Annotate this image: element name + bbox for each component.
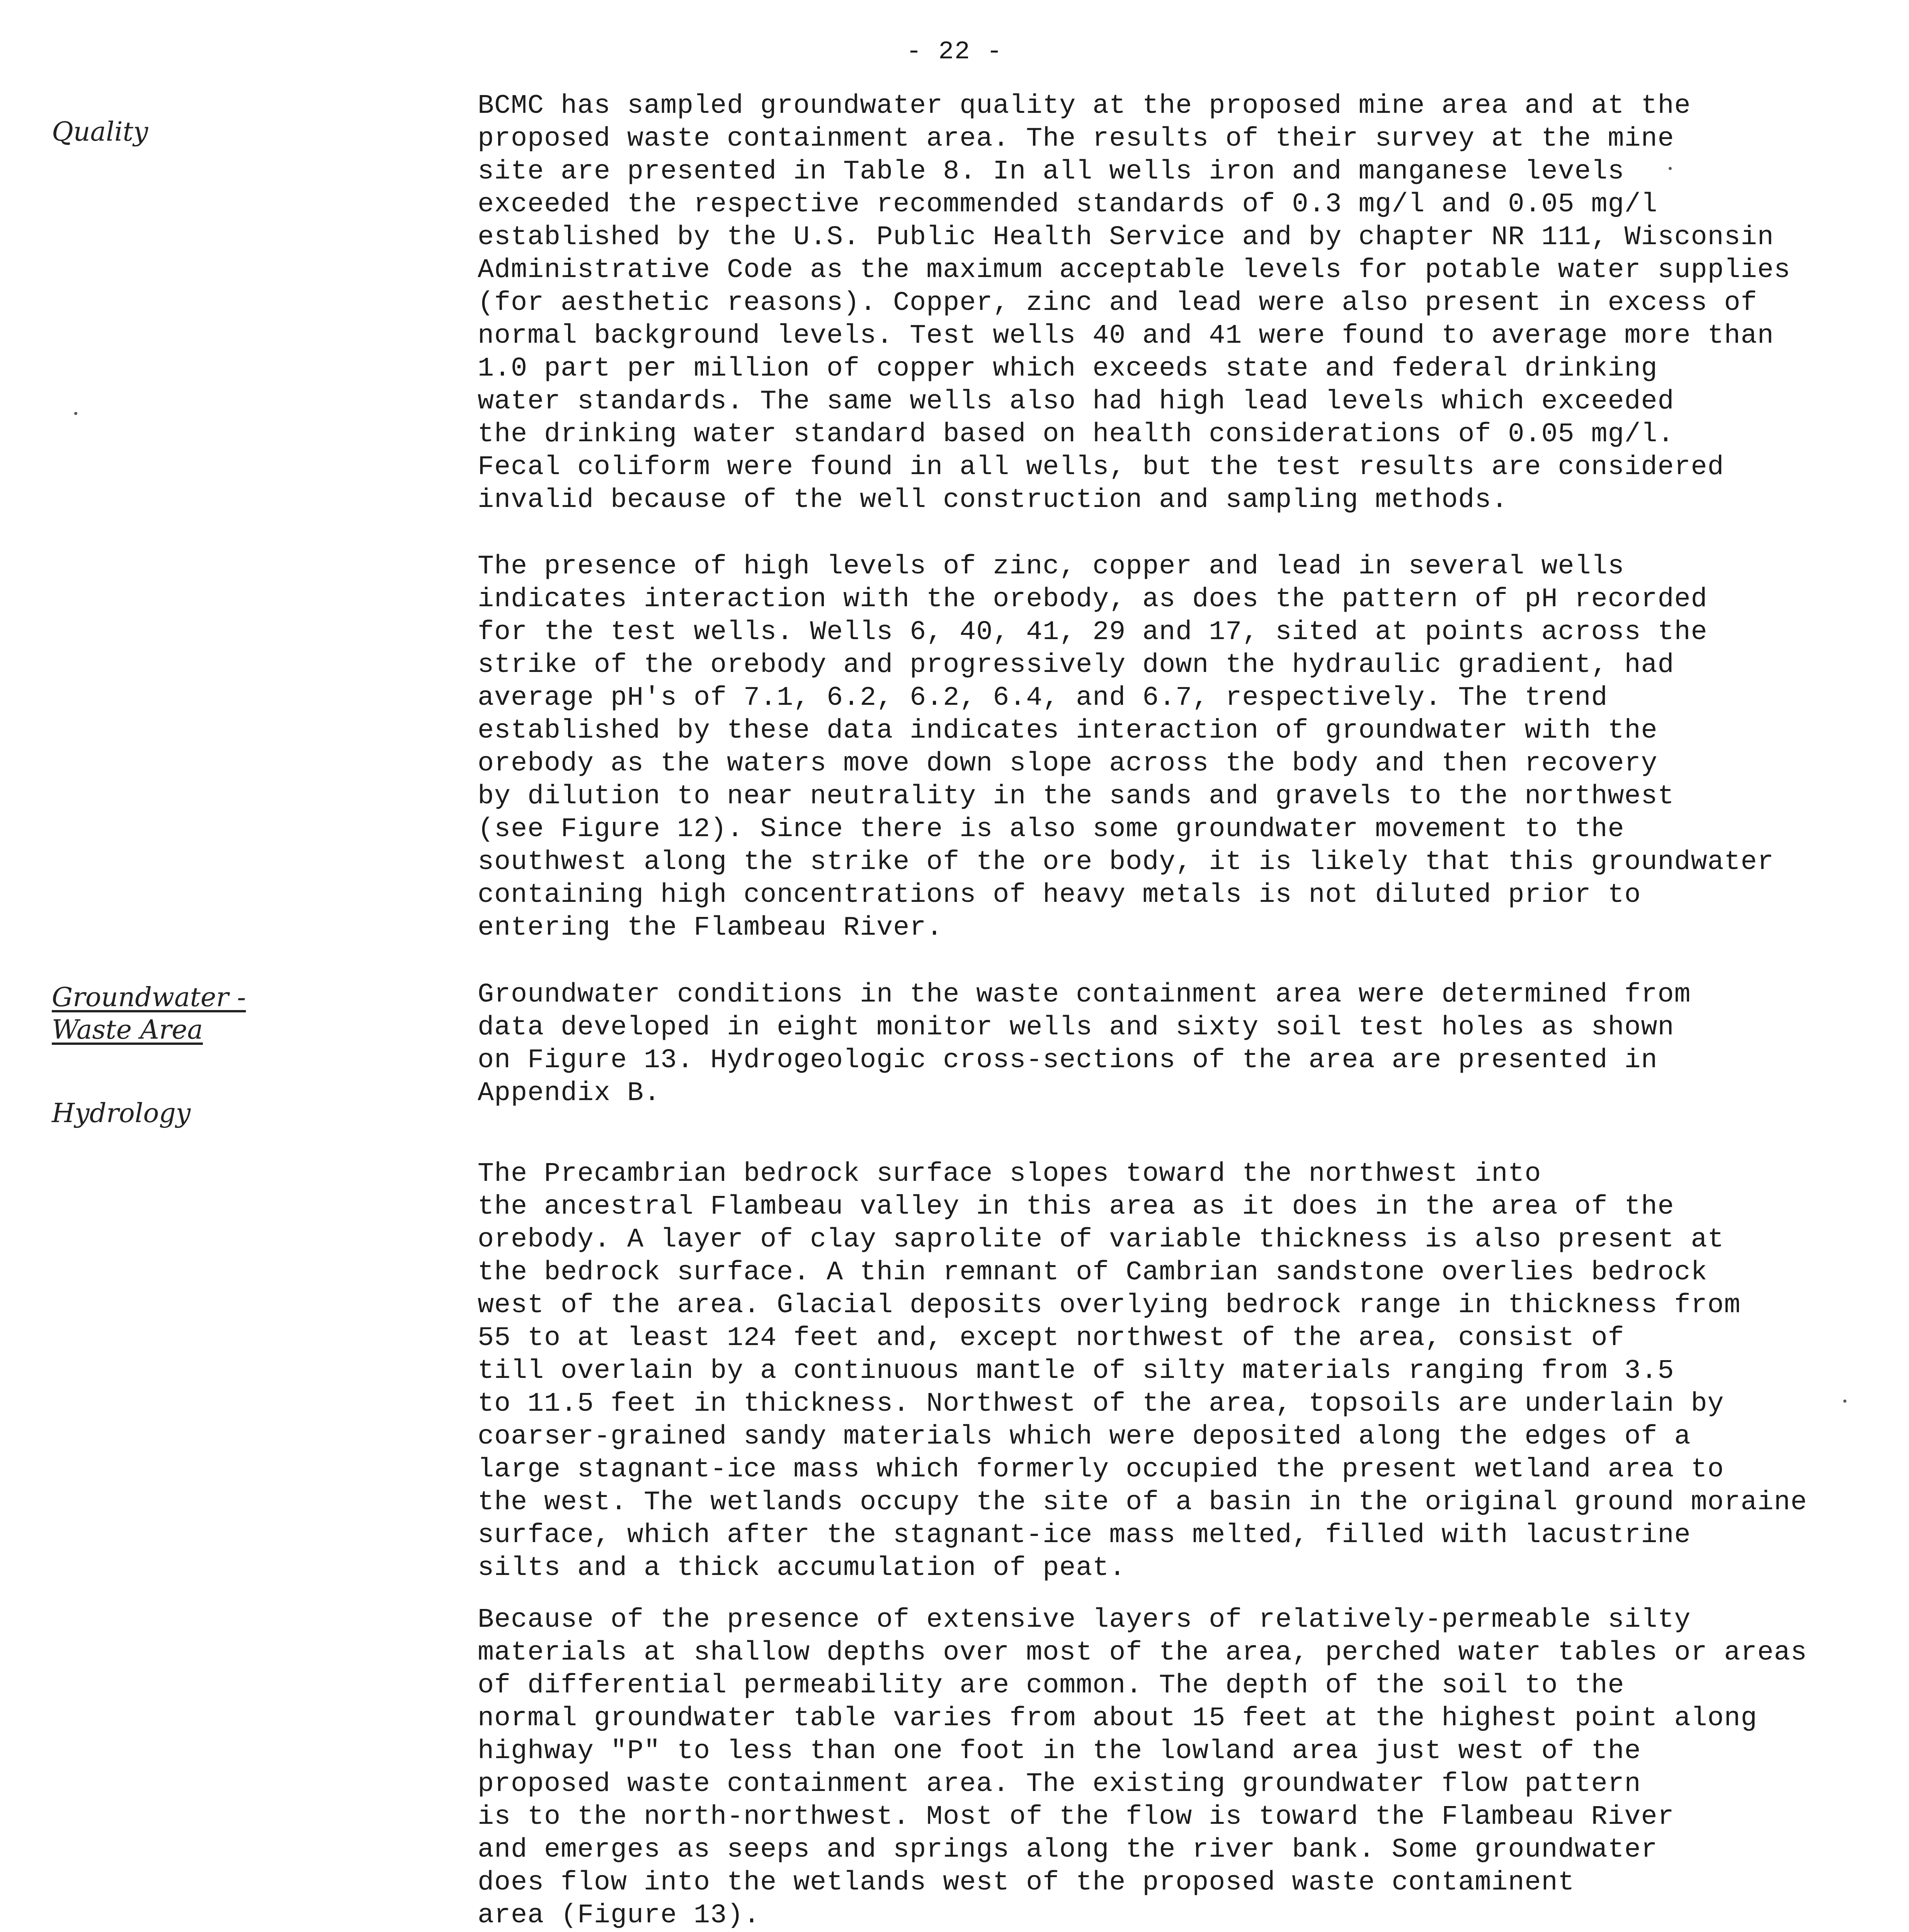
margin-note-groundwater-line2: Waste Area bbox=[52, 1015, 203, 1045]
page-number: - 22 - bbox=[906, 37, 1003, 66]
margin-note-hydrology: Hydrology bbox=[52, 1098, 191, 1129]
paragraph-heavy-metals-interaction: The presence of high levels of zinc, copper and lead in several wells indicates interaction with the orebody, as does the pattern of pH recorded for the test wells. Wells 6, 40, 41, 29 and 17, sited at points across the strike of the orebody and progressively down the hydraulic gradient, had average pH's of 7.1, 6.2, 6.2, 6.4, and 6.7, respectively. The trend established by these data indicates interaction of groundwater with the orebody as the waters move down slope across the body and then recovery by dilution to near neutrality in the sands and gravels to the northwest (see Figure 12). Since there is also some groundwater movement to the southwest along the strike of the ore body, it is likely that this groundwater containing high concentrations of heavy metals is not diluted prior to entering the Flambeau River. bbox=[478, 551, 1774, 943]
paragraph-groundwater-table: Because of the presence of extensive layers of relatively-permeable silty materials at shallow depths over most of the area, perched water tables or areas of differential permeability are common. The depth of the soil to the normal groundwater table varies from about 15 feet at the highest point along highway "P" to less than one foot in the lowland area just west of the proposed waste containment area. The existing groundwater flow pattern is to the north-northwest. Most of the flow is toward the Flambeau River and emerges as seeps and springs along the river bank. Some groundwater does flow into the wetlands west of the proposed waste contaminent area (Figure 13). bbox=[478, 1605, 1807, 1931]
paragraph-bedrock-geology: The Precambrian bedrock surface slopes toward the northwest into the ancestral Flambeau valley in this area as it does in the area of the orebody. A layer of clay saprolite of variable thickness is also present at the bedrock surface. A thin remnant of Cambrian sandstone overlies bedrock west of the area. Glacial deposits overlying bedrock range in thickness from 55 to at least 124 feet and, except northwest of the area, consist of till overlain by a continuous mantle of silty materials ranging from 3.5 to 11.5 feet in thickness. Northwest of the area, topsoils are underlain by coarser-grained sandy materials which were deposited along the edges of a large stagnant-ice mass which formerly occupied the present wetland area to the west. The wetlands occupy the site of a basin in the original ground moraine surface, which after the stagnant-ice mass melted, filled with lacustrine silts and a thick accumulation of peat. bbox=[478, 1159, 1807, 1583]
scan-speck bbox=[1843, 1400, 1846, 1403]
paragraph-waste-area-conditions: Groundwater conditions in the waste containment area were determined from data developed in eight monitor wells and sixty soil test holes as shown on Figure 13. Hydrogeologic cross-sections of the area are presented in Appendix B. bbox=[478, 980, 1691, 1109]
scan-speck bbox=[74, 412, 77, 415]
paragraph-groundwater-quality: BCMC has sampled groundwater quality at the proposed mine area and at the proposed waste containment area. The results of their survey at the mine site are presented in Table 8. In all wells iron and manganese levels exceeded the respective recommended standards of 0.3 mg/l and 0.05 mg/l established by the U.S. Public Health Service and by chapter NR 111, Wisconsin Administrative Code as the maximum acceptable levels for potable water supplies (for aesthetic reasons). Copper, zinc and lead were also present in excess of normal background levels. Test wells 40 and 41 were found to average more than 1.0 part per million of copper which exceeds state and federal drinking water standards. The same wells also had high lead levels which exceeded the drinking water standard based on health considerations of 0.05 mg/l. Fecal coliform were found in all wells, but the test results are considered invalid because of the well construction and sampling methods. bbox=[478, 91, 1791, 515]
scan-speck bbox=[1669, 167, 1672, 170]
margin-note-groundwater-line1: Groundwater - bbox=[52, 982, 246, 1013]
margin-note-quality: Quality bbox=[52, 117, 148, 147]
margin-note-groundwater-waste-area bbox=[52, 981, 246, 1046]
